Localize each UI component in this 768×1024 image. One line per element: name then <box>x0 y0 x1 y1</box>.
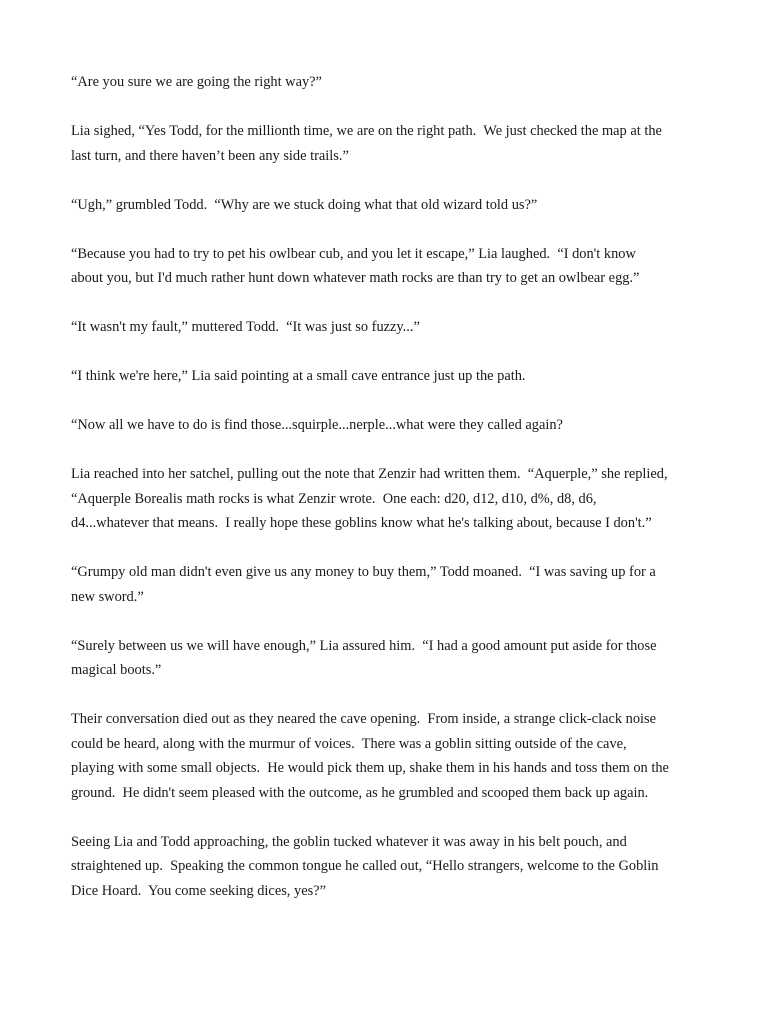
paragraph-7 <box>71 413 703 438</box>
text-line: last turn, and there haven’t been any side trails.” <box>71 147 349 164</box>
text-line: Dice Hoard. You come seeking dices, yes?” <box>71 882 326 899</box>
text-line: Seeing Lia and Todd approaching, the goblin tucked whatever it was away in his belt pouch, and <box>71 833 627 850</box>
text-line: playing with some small objects. He would pick them up, shake them in his hands and toss them on the <box>71 760 669 776</box>
paragraph-1 <box>71 70 703 95</box>
text-line: Their conversation died out as they neared the cave opening. From inside, a strange click-clack noise <box>71 711 657 727</box>
text-line: magical boots.” <box>71 662 162 678</box>
text-line: Lia reached into her satchel, pulling out the note that Zenzir had written them. “Aquerple,” she replied, <box>71 466 668 482</box>
paragraph-6 <box>71 364 703 389</box>
story-text <box>71 70 703 928</box>
paragraph-11 <box>71 707 703 805</box>
paragraph-12 <box>71 830 703 904</box>
paragraph-8 <box>71 462 703 536</box>
text-line: about you, but I'd much rather hunt down whatever math rocks are than try to get an owlbear egg.” <box>71 270 640 286</box>
text-line: “Because you had to try to pet his owlbear cub, and you let it escape,” Lia laughed. “I don't know <box>71 245 636 262</box>
text-line: could be heard, along with the murmur of voices. There was a goblin sitting outside of the cave, <box>71 735 627 752</box>
text-line: “Are you sure we are going the right way?” <box>71 74 322 90</box>
text-line: “Grumpy old man didn't even give us any money to buy them,” Todd moaned. “I was saving up for a <box>71 564 656 580</box>
paragraph-4 <box>71 242 703 291</box>
paragraph-3 <box>71 193 703 218</box>
text-line: “It wasn't my fault,” muttered Todd. “It was just so fuzzy...” <box>71 319 420 335</box>
paragraph-9 <box>71 560 703 609</box>
text-line: “Now all we have to do is find those...squirple...nerple...what were they called again? <box>71 417 563 433</box>
paragraph-2 <box>71 119 703 168</box>
text-line: straightened up. Speaking the common tongue he called out, “Hello strangers, welcome to the Goblin <box>71 858 659 874</box>
text-line: “I think we're here,” Lia said pointing at a small cave entrance just up the path. <box>71 368 526 384</box>
text-line: “Aquerple Borealis math rocks is what Zenzir wrote. One each: d20, d12, d10, d%, d8, d6, <box>71 490 597 507</box>
text-line: ground. He didn't seem pleased with the outcome, as he grumbled and scooped them back up again. <box>71 784 649 801</box>
text-line: new sword.” <box>71 588 144 605</box>
text-line: “Surely between us we will have enough,” Lia assured him. “I had a good amount put aside for those <box>71 637 657 654</box>
text-line: d4...whatever that means. I really hope these goblins know what he's talking about, because I don't.” <box>71 515 652 531</box>
paragraph-10 <box>71 634 703 683</box>
paragraph-5 <box>71 315 703 340</box>
text-line: Lia sighed, “Yes Todd, for the millionth time, we are on the right path. We just checked the map at the <box>71 123 662 139</box>
text-line: “Ugh,” grumbled Todd. “Why are we stuck doing what that old wizard told us?” <box>71 196 538 213</box>
